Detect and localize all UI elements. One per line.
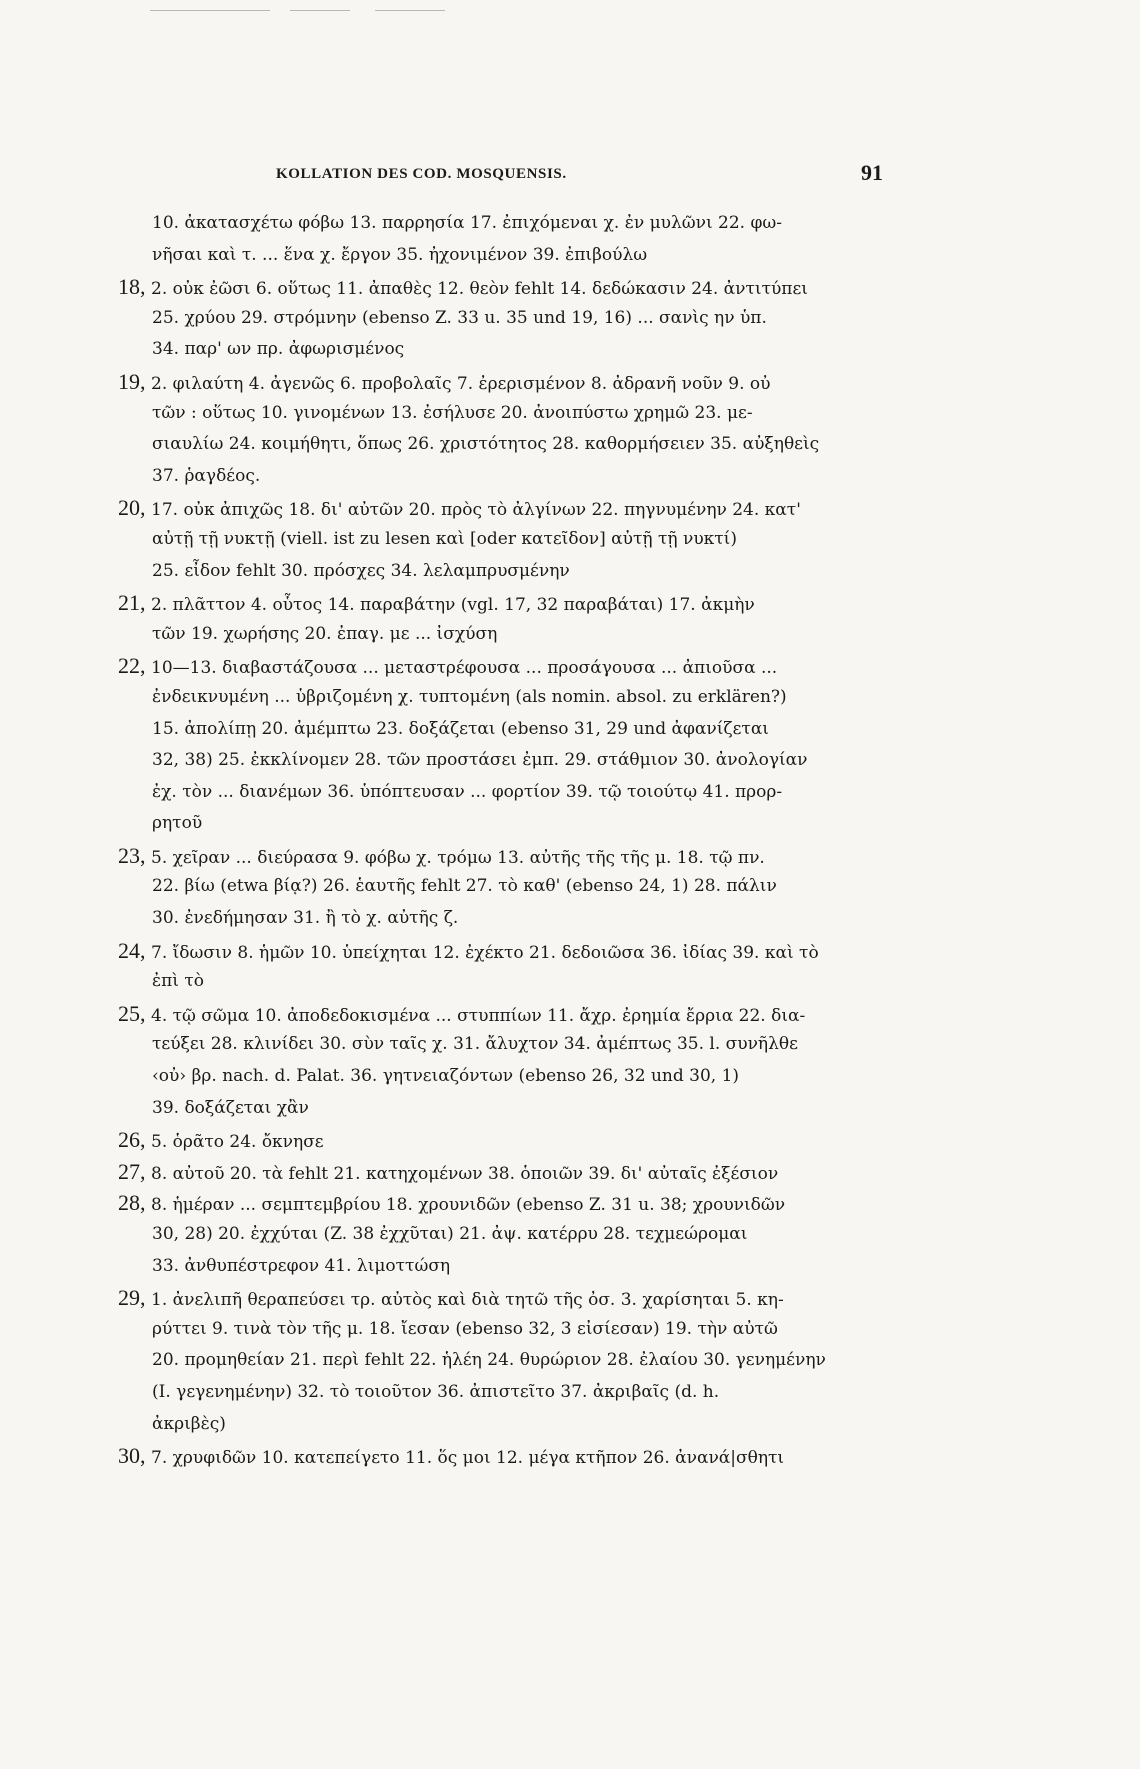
collation-continuation-line	[118, 1251, 888, 1283]
line-text: 8. ἡμέραν ... σεμπτεμβρίου 18. χρουνιδῶν (ebenso Z. 31 u. 38; χρουνιδῶν	[151, 1195, 786, 1216]
line-text: ρύττει 9. τινὰ τὸν τῆς μ. 18. ἴεσαν (ebenso 32, 3 εἰσίεσαν) 19. τὴν αὐτῶ	[152, 1318, 778, 1339]
collation-entry-line	[118, 840, 888, 872]
line-text: 5. χεῖραν ... διεύρασα 9. φόβω χ. τρόμω 13. αὐτῆς τῆς τῆς μ. 18. τῷ πν.	[151, 847, 765, 868]
collation-entry-line	[118, 587, 888, 619]
line-text: 2. φιλαύτη 4. ἀγενῶς 6. προβολαῖς 7. ἐρερισμένον 8. ἀδρανῆ νοῦν 9. οὐ	[151, 373, 771, 394]
collation-continuation-line	[118, 208, 888, 240]
chapter-number: 25,	[118, 1000, 151, 1026]
collation-continuation-line	[118, 1409, 888, 1441]
line-text: 7. χρυφιδῶν 10. κατεπείγετο 11. ὅς μοι 12. μέγα κτῆπον 26. ἀνανά|σθητι	[151, 1448, 785, 1469]
collation-entry-line	[118, 366, 888, 398]
collation-continuation-line	[118, 714, 888, 746]
collation-continuation-line	[118, 1377, 888, 1409]
scan-edge-line	[290, 10, 350, 11]
collation-entry-line	[118, 935, 888, 967]
chapter-number: 28,	[118, 1190, 151, 1216]
line-text: 2. οὐκ ἐῶσι 6. οὕτως 11. ἀπαθὲς 12. θεὸν fehlt 14. δεδώκασιν 24. ἀντιτύπει	[151, 279, 808, 300]
line-text: ἐχ. τὸν ... διανέμων 36. ὑπόπτευσαν ... φορτίον 39. τῷ τοιούτῳ 41. προρ-	[152, 781, 783, 802]
chapter-number: 29,	[118, 1285, 151, 1311]
chapter-number: 23,	[118, 842, 151, 868]
line-text: τῶν : οὕτως 10. γινομένων 13. ἐσήλυσε 20. ἀνοιπύστω χρημῶ 23. με-	[152, 402, 753, 423]
chapter-number: 26,	[118, 1127, 151, 1153]
chapter-number: 19,	[118, 368, 151, 394]
collation-continuation-line	[118, 429, 888, 461]
collation-entry-line	[118, 650, 888, 682]
line-text: 4. τῷ σῶμα 10. ἀποδεδοκισμένα ... στυππίων 11. ἄχρ. ἐρημία ἔρρια 22. δια-	[151, 1005, 806, 1026]
collation-continuation-line	[118, 682, 888, 714]
collation-text	[118, 208, 888, 1472]
line-text: 8. αὐτοῦ 20. τὰ fehlt 21. κατηχομένων 38. ὁποιῶν 39. δι' αὐταῖς ἐξέσιον	[151, 1163, 779, 1184]
collation-continuation-line	[118, 556, 888, 588]
collation-entry-line	[118, 998, 888, 1030]
collation-continuation-line	[118, 966, 888, 998]
line-text: σιαυλίω 24. κοιμήθητι, ὅπως 26. χριστότητος 28. καθορμήσειεν 35. αὐξηθεὶς	[152, 434, 820, 455]
collation-continuation-line	[118, 1093, 888, 1125]
line-text: 1. ἀνελιπῆ θεραπεύσει τρ. αὐτὸς καὶ διὰ τητῶ τῆς ὀσ. 3. χαρίσηται 5. κη-	[151, 1290, 784, 1311]
collation-continuation-line	[118, 334, 888, 366]
collation-continuation-line	[118, 1314, 888, 1346]
line-text: 10. ἀκατασχέτω φόβω 13. παρρησία 17. ἐπιχόμεναι χ. ἐν μυλῶνι 22. φω-	[152, 213, 782, 233]
line-text: ἐνδεικνυμένη ... ὑβριζομένη χ. τυπτομένη (als nomin. absol. zu erklären?)	[152, 686, 787, 707]
line-text: (I. γεγενημένην) 32. τὸ τοιοῦτον 36. ἀπιστεῖτο 37. ἀκριβαῖς (d. h.	[152, 1381, 720, 1402]
line-text: 25. χρύου 29. στρόμνην (ebenso Z. 33 u. 35 und 19, 16) ... σανὶς ην ὑπ.	[152, 307, 767, 328]
collation-entry-line	[118, 1187, 888, 1219]
line-text: 22. βίω (etwa βίᾳ?) 26. ἑαυτῆς fehlt 27. τὸ καθ' (ebenso 24, 1) 28. πάλιν	[152, 876, 777, 897]
line-text: 34. παρ' ων πρ. ἀφωρισμένος	[152, 339, 405, 360]
line-text: τεύξει 28. κλινίδει 30. σὺν ταῖς χ. 31. ἄλυχτον 34. ἀμέπτως 35. l. συνῆλθε	[152, 1034, 798, 1055]
chapter-number: 22,	[118, 653, 151, 679]
chapter-number: 21,	[118, 590, 151, 616]
collation-continuation-line	[118, 808, 888, 840]
page-number: 91	[861, 160, 883, 185]
page-header	[118, 160, 883, 190]
scan-edge-line	[375, 10, 445, 11]
collation-continuation-line	[118, 398, 888, 430]
collation-continuation-line	[118, 619, 888, 651]
line-text: 30, 28) 20. ἐχχύται (Z. 38 ἐχχῦται) 21. ἀψ. κατέρρυ 28. τεχμεώρομαι	[152, 1224, 748, 1244]
chapter-number: 18,	[118, 274, 151, 300]
line-text: 32, 38) 25. ἐκκλίνομεν 28. τῶν προστάσει ἐμπ. 29. στάθμιον 30. ἀνολογίαν	[152, 750, 808, 771]
collation-entry-line	[118, 1124, 888, 1156]
collation-continuation-line	[118, 745, 888, 777]
chapter-number: 24,	[118, 937, 151, 963]
line-text: νῆσαι καὶ τ. ... ἕνα χ. ἔργον 35. ἠχονιμένον 39. ἐπιβούλω	[152, 244, 648, 265]
collation-entry-line	[118, 1156, 888, 1188]
line-text: 33. ἀνθυπέστρεφον 41. λιμοττώση	[152, 1255, 451, 1276]
collation-entry-line	[118, 1440, 888, 1472]
line-text: 37. ῥαγδέος.	[152, 465, 261, 486]
chapter-number: 27,	[118, 1158, 151, 1184]
line-text: 5. ὁρᾶτο 24. ὄκνησε	[151, 1132, 324, 1153]
line-text: ρητοῦ	[152, 813, 203, 834]
collation-continuation-line	[118, 303, 888, 335]
scan-edge-line	[150, 10, 270, 11]
line-text: 30. ἐνεδήμησαν 31. ἢ τὸ χ. αὐτῆς ζ.	[152, 908, 459, 929]
collation-entry-line	[118, 492, 888, 524]
line-text: 39. δοξάζεται χἂν	[152, 1097, 309, 1118]
collation-continuation-line	[118, 1029, 888, 1061]
line-text: ‹οὐ› βρ. nach. d. Palat. 36. γητνειαζόντων (ebenso 26, 32 und 30, 1)	[152, 1066, 740, 1087]
collation-entry-line	[118, 1282, 888, 1314]
running-title: KOLLATION DES COD. MOSQUENSIS.	[276, 166, 567, 182]
line-text: 10—13. διαβαστάζουσα ... μεταστρέφουσα ... προσάγουσα ... ἀπιοῦσα ...	[151, 658, 778, 679]
line-text: ἐπὶ τὸ	[152, 971, 205, 992]
line-text: αὐτῇ τῇ νυκτῇ (viell. ist zu lesen καὶ [oder κατεῖδον] αὐτῇ τῇ νυκτί)	[152, 528, 737, 549]
line-text: ἀκριβὲς)	[152, 1413, 226, 1434]
line-text: 25. εἶδον fehlt 30. πρόσχες 34. λελαμπρυσμένην	[152, 560, 570, 581]
line-text: 17. οὐκ ἀπιχῶς 18. δι' αὐτῶν 20. πρὸς τὸ ἀλγίνων 22. πηγνυμένην 24. κατ'	[151, 500, 801, 521]
collation-continuation-line	[118, 524, 888, 556]
collation-continuation-line	[118, 871, 888, 903]
collation-entry-line	[118, 271, 888, 303]
line-text: τῶν 19. χωρήσης 20. ἐπαγ. με ... ἰσχύση	[152, 623, 498, 644]
line-text: 15. ἀπολίπῃ 20. ἀμέμπτω 23. δοξάζεται (ebenso 31, 29 und ἀφανίζεται	[152, 718, 769, 739]
chapter-number: 20,	[118, 495, 151, 521]
chapter-number: 30,	[118, 1443, 151, 1469]
collation-continuation-line	[118, 1345, 888, 1377]
collation-continuation-line	[118, 1061, 888, 1093]
line-text: 20. προμηθείαν 21. περὶ fehlt 22. ἡλέη 24. θυρώριον 28. ἐλαίου 30. γενημένην	[152, 1350, 826, 1371]
collation-continuation-line	[118, 777, 888, 809]
line-text: 2. πλᾶττον 4. οὗτος 14. παραβάτην (vgl. 17, 32 παραβάται) 17. ἀκμὴν	[151, 595, 755, 616]
collation-continuation-line	[118, 903, 888, 935]
collation-continuation-line	[118, 240, 888, 272]
line-text: 7. ἴδωσιν 8. ἡμῶν 10. ὑπείχηται 12. ἐχέκτο 21. δεδοιῶσα 36. ἰδίας 39. καὶ τὸ	[151, 942, 819, 963]
collation-continuation-line	[118, 1219, 888, 1251]
collation-continuation-line	[118, 461, 888, 493]
